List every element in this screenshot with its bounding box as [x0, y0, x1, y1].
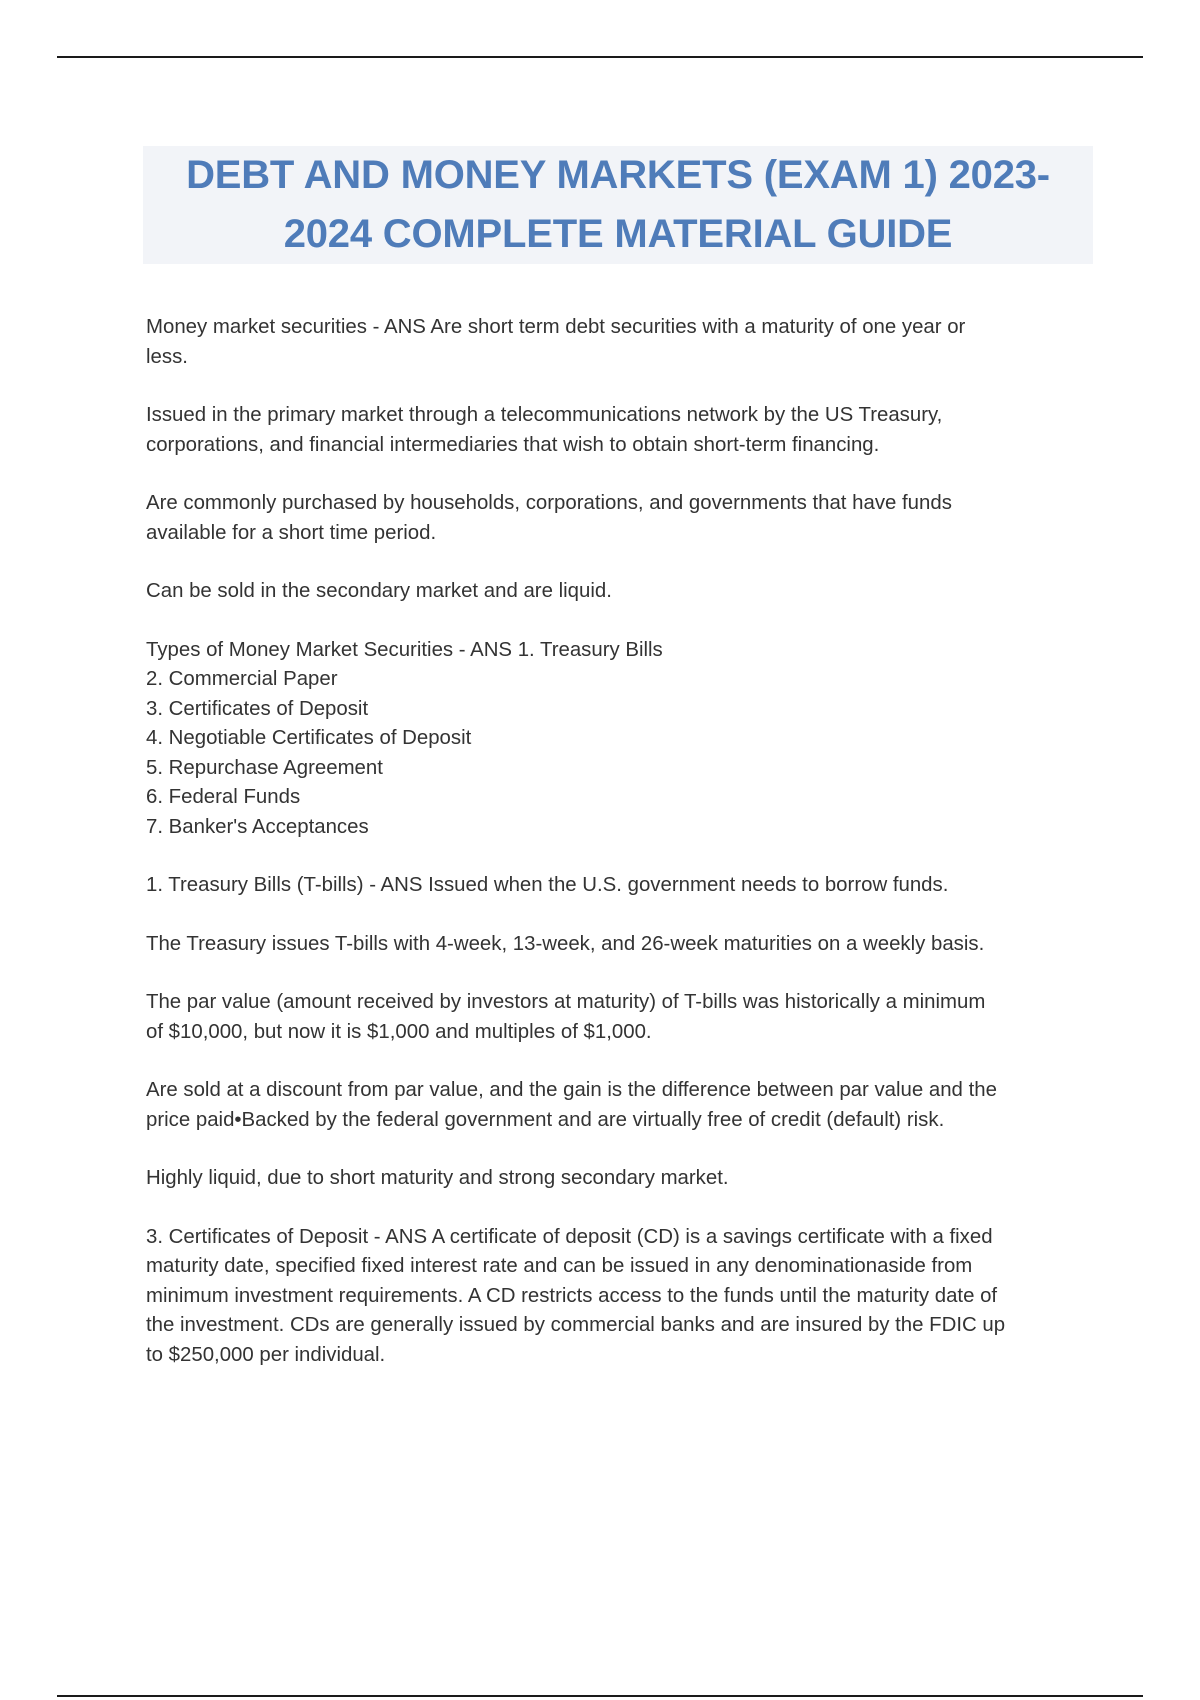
list-item: 7. Banker's Acceptances	[146, 815, 369, 838]
paragraph	[146, 1164, 1096, 1194]
list-item: 6. Federal Funds	[146, 786, 301, 808]
paragraph	[146, 401, 1096, 460]
paragraph-line: Are sold at a discount from par value, and the gain is the difference between par value and the	[146, 1079, 997, 1101]
paragraph	[146, 489, 1096, 548]
paragraph-line: corporations, and financial intermediaries that wish to obtain short-term financing.	[146, 433, 880, 456]
paragraph-line: the investment. CDs are generally issued by commercial banks and are insured by the FDIC up	[146, 1314, 1006, 1336]
paragraph	[146, 871, 1096, 901]
paragraph	[146, 1076, 1096, 1135]
title-banner	[143, 146, 1093, 264]
title-line: 2024 COMPLETE MATERIAL GUIDE	[283, 212, 953, 256]
document-body	[146, 313, 1096, 1399]
list-item: 2. Commercial Paper	[146, 668, 338, 690]
types-list	[146, 636, 1096, 843]
paragraph	[146, 1223, 1096, 1371]
paragraph-line: Highly liquid, due to short maturity and strong secondary market.	[146, 1167, 729, 1189]
paragraph	[146, 577, 1096, 607]
paragraph-line: Are commonly purchased by households, corporations, and governments that have funds	[146, 492, 952, 514]
paragraph-line: to $250,000 per individual.	[146, 1343, 386, 1366]
paragraph-line: minimum investment requirements. A CD restricts access to the funds until the maturity date of	[146, 1284, 998, 1307]
list-item: 5. Repurchase Agreement	[146, 756, 383, 779]
paragraph-line: of $10,000, but now it is $1,000 and multiples of $1,000.	[146, 1020, 652, 1043]
paragraph-line: maturity date, specified fixed interest rate and can be issued in any denominationaside from	[146, 1255, 973, 1277]
paragraph-line: Money market securities - ANS Are short term debt securities with a maturity of one year or	[146, 316, 966, 338]
paragraph-line: available for a short time period.	[146, 521, 437, 544]
paragraph-line: less.	[146, 345, 188, 368]
paragraph	[146, 313, 1096, 372]
paragraph-line: 3. Certificates of Deposit - ANS A certificate of deposit (CD) is a savings certificate with a fixed	[146, 1225, 993, 1248]
paragraph-line: The Treasury issues T-bills with 4-week, 13-week, and 26-week maturities on a weekly basis.	[146, 932, 985, 955]
list-heading: Types of Money Market Securities - ANS 1. Treasury Bills	[146, 638, 663, 661]
top-rule	[57, 56, 1143, 58]
paragraph-line: The par value (amount received by investors at maturity) of T-bills was historically a minimum	[146, 991, 986, 1013]
paragraph-line: price paid•Backed by the federal government and are virtually free of credit (default) risk.	[146, 1108, 945, 1131]
paragraph-group	[146, 871, 1096, 1370]
paragraph-line: Issued in the primary market through a telecommunications network by the US Treasury,	[146, 404, 943, 426]
paragraph	[146, 988, 1096, 1047]
title-line: DEBT AND MONEY MARKETS (EXAM 1) 2023-	[186, 153, 1050, 197]
paragraph-group	[146, 313, 1096, 607]
paragraph-line: 1. Treasury Bills (T-bills) - ANS Issued when the U.S. government needs to borrow funds.	[146, 874, 949, 896]
list-item: 4. Negotiable Certificates of Deposit	[146, 727, 472, 749]
bottom-rule	[57, 1695, 1143, 1697]
list-item: 3. Certificates of Deposit	[146, 697, 369, 720]
paragraph-line: Can be sold in the secondary market and are liquid.	[146, 580, 612, 602]
paragraph	[146, 930, 1096, 960]
page-title	[186, 146, 1050, 264]
